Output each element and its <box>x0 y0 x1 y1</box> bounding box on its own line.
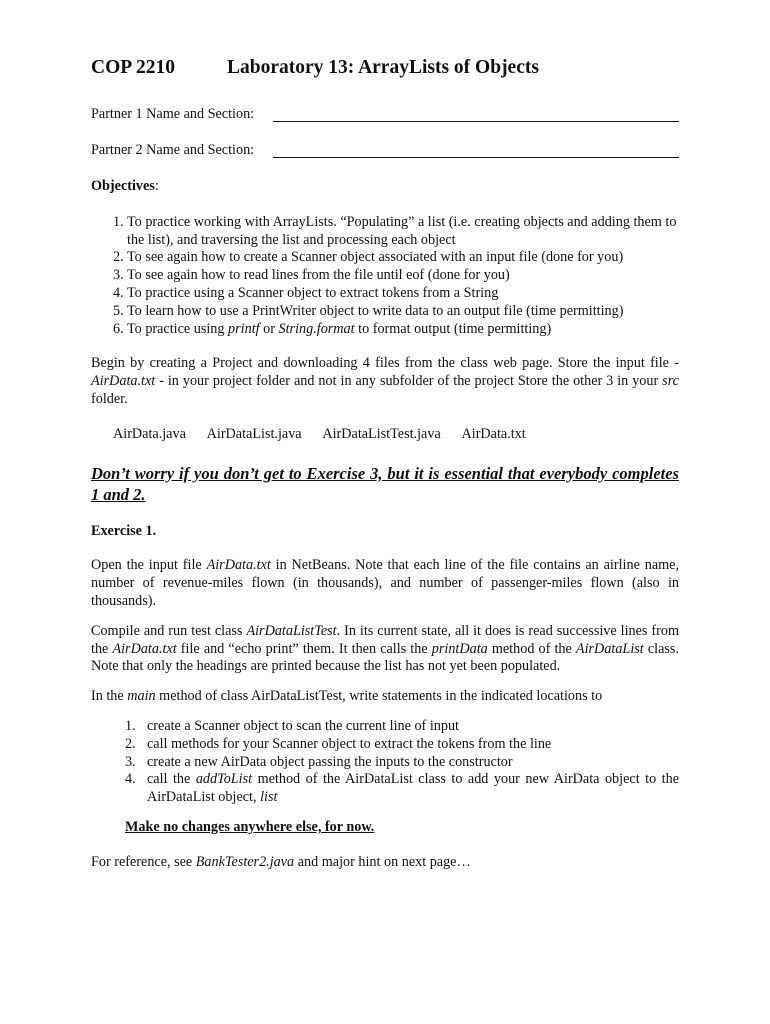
lab-title: Laboratory 13: ArrayLists of Objects <box>227 57 539 78</box>
partner-1-blank-line <box>273 121 679 122</box>
exercise-1-steps <box>91 718 679 807</box>
objective-item: 4. To practice using a Scanner object to extract tokens from a String <box>113 284 499 301</box>
partner-2-field <box>91 142 679 160</box>
step-item: 3. create a new AirData object passing the inputs to the constructor <box>125 753 513 770</box>
partner-1-field <box>91 106 679 124</box>
no-changes-note: Make no changes anywhere else, for now. <box>125 818 375 835</box>
exercise-1-heading: Exercise 1. <box>91 522 157 539</box>
partner-1-label: Partner 1 Name and Section: <box>91 106 255 122</box>
partner-2-label: Partner 2 Name and Section: <box>91 142 255 158</box>
objective-item: 5. To learn how to use a PrintWriter object to write data to an output file (time permitting) <box>113 302 624 319</box>
step-item: 2. call methods for your Scanner object to extract the tokens from the line <box>125 735 552 752</box>
step-item: 1. create a Scanner object to scan the current line of input <box>125 717 459 734</box>
file-list <box>91 426 679 444</box>
objective-item: 6. To practice using printf or String.format to format output (time permitting) <box>113 320 552 337</box>
file-name: AirData.txt <box>461 425 526 442</box>
lab-document <box>91 56 679 872</box>
file-name: AirDataListTest.java <box>322 425 441 442</box>
exercise-1-paragraph-2: Compile and run test class AirDataListTest. In its current state, all it does is read successive lines from the AirData.txt file and “echo print” them. It then calls the printData method of the AirDataList class. Note that only the headings are printed because the list has not yet been populated. <box>91 622 679 675</box>
warning-note: Don’t worry if you don’t get to Exercise 3, but it is essential that everybody completes 1 and 2. <box>91 463 679 504</box>
exercise-1-paragraph-3: In the main method of class AirDataListTest, write statements in the indicated locations to <box>91 688 603 705</box>
objective-item: 3. To see again how to read lines from the file until eof (done for you) <box>113 267 510 284</box>
objective-item: 2. To see again how to create a Scanner object associated with an input file (done for you) <box>113 249 624 266</box>
course-code: COP 2210 <box>91 57 175 78</box>
file-name: AirDataList.java <box>206 425 302 442</box>
objectives-heading: Objectives: <box>91 178 159 194</box>
reference-note: For reference, see BankTester2.java and major hint on next page… <box>91 853 471 870</box>
objective-item: 1. To practice working with ArrayLists. “Populating” a list (i.e. creating objects and adding them to the list), and traversing the list and processing each object <box>113 213 677 248</box>
page-title <box>91 56 679 80</box>
intro-paragraph: Begin by creating a Project and downloading 4 files from the class web page. Store the input file - AirData.txt - in your project folder and not in any subfolder of the project Store the other 3 in your src folder. <box>91 355 679 407</box>
objectives-list <box>91 214 679 339</box>
exercise-1-paragraph-1: Open the input file AirData.txt in NetBeans. Note that each line of the file contains an airline name, number of revenue-miles flown (in thousands), and number of passenger-miles flown (also in thousands). <box>91 557 679 609</box>
step-item: 4. call the addToList method of the AirDataList class to add your new AirData object to the AirDataList object, list <box>125 771 680 806</box>
partner-2-blank-line <box>273 157 679 158</box>
file-name: AirData.java <box>113 425 186 442</box>
